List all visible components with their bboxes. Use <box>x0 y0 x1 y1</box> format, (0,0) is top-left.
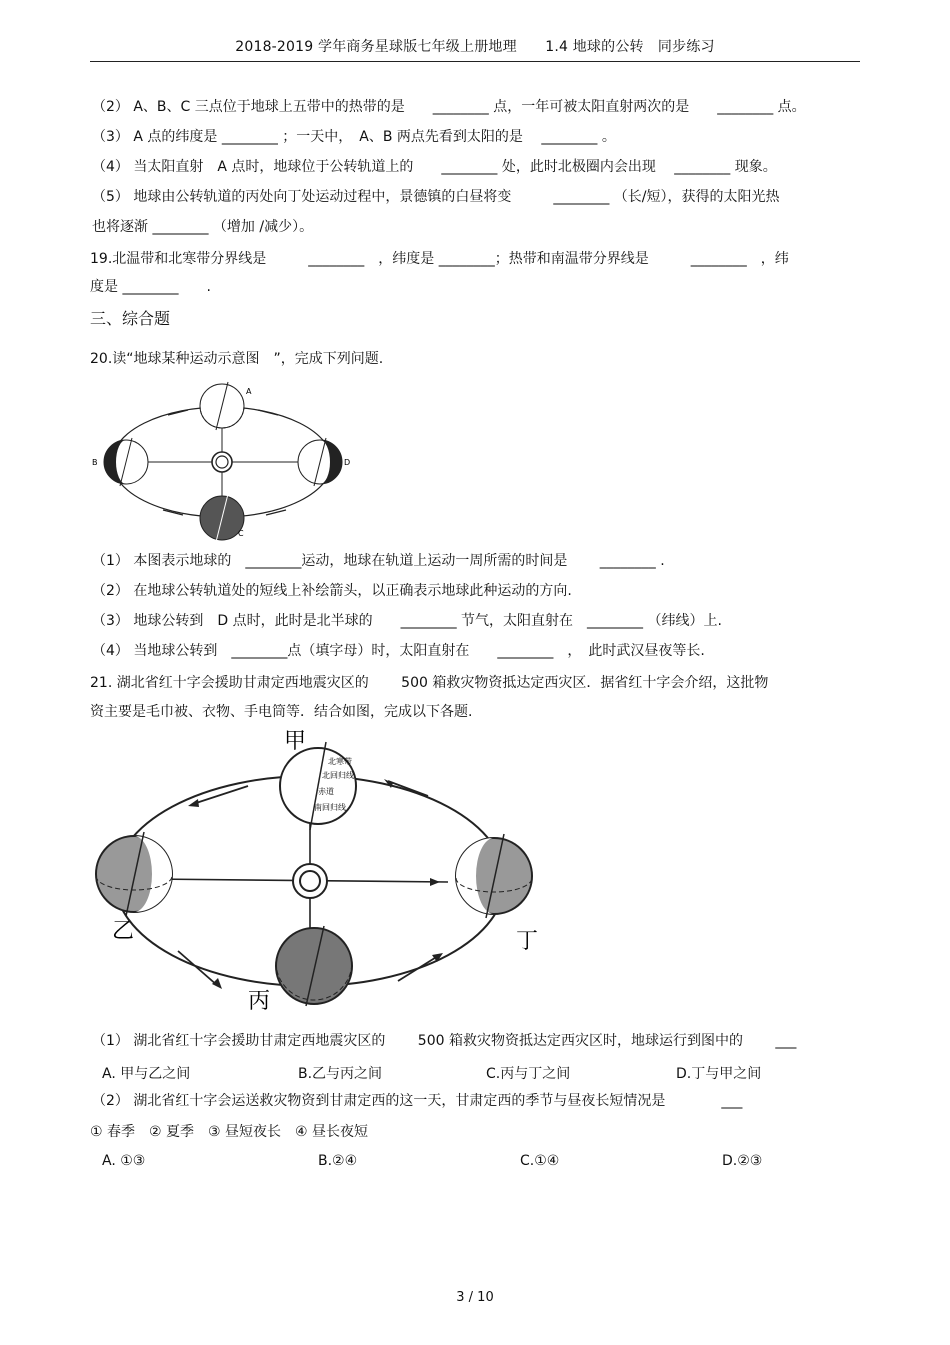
label-A: A <box>246 387 252 396</box>
page-number: 3 / 10 <box>456 1290 494 1305</box>
label-bing: 丙 <box>248 989 271 1014</box>
section-title: 三、综合题 <box>90 309 171 328</box>
globe-label-4: 南回归线 <box>314 803 346 812</box>
q18-5: （5） 地球由公转轨道的丙处向丁处运动过程中，景德镇的白昼将变 ________ （长/短），获得的太阳光热 <box>92 189 780 205</box>
q20: 20.读“地球某种运动示意图 ”，完成下列问题. <box>90 351 384 367</box>
q19-cont: 度是 ________ . <box>90 279 211 295</box>
q21-2: （2） 湖北省红十字会运送救灾物资到甘肃定西的这一天，甘肃定西的季节与昼夜长短情况是 ___ <box>92 1093 743 1109</box>
globe-label-1: 北寒带 <box>328 757 352 766</box>
q18-2: （2） A、B、C 三点位于地球上五带中的热带的是 ________ 点，一年可被太阳直射两次的是 ________ 点。 <box>92 99 806 115</box>
label-B: B <box>92 458 98 467</box>
label-C: C <box>238 529 244 538</box>
q21-1-option-a: A. 甲与乙之间 <box>102 1066 191 1082</box>
q20-1: （1） 本图表示地球的 ________运动，地球在轨道上运动一周所需的时间是 ________ . <box>92 553 665 569</box>
label-jia: 甲 <box>284 729 307 754</box>
orbit-diagram-2 <box>88 726 548 1016</box>
q18-3: （3） A 点的纬度是 ________ ；一天中， A、B 两点先看到太阳的是 ________ 。 <box>92 129 616 145</box>
q21-cont: 资主要是毛巾被、衣物、手电筒等．结合如图，完成以下各题. <box>90 704 473 720</box>
q21-2-option-b: B.②④ <box>318 1153 358 1169</box>
globe-label-2: 北回归线 <box>322 771 354 780</box>
label-ding: 丁 <box>516 929 539 954</box>
q21-2-option-a: A. ①③ <box>102 1153 146 1169</box>
label-D: D <box>344 458 351 467</box>
q21: 21. 湖北省红十字会援助甘肃定西地震灾区的 500 箱救灾物资抵达定西灾区．据省红十字会介绍，这批物 <box>90 675 769 691</box>
q18-4: （4） 当太阳直射 A 点时，地球位于公转轨道上的 ________ 处，此时北极圈内会出现 ________ 现象。 <box>92 159 777 175</box>
q21-1-option-c: C.丙与丁之间 <box>486 1066 571 1082</box>
header-rule <box>90 61 860 62</box>
q21-1-option-d: D.丁与甲之间 <box>676 1066 762 1082</box>
q21-2-option-c: C.①④ <box>520 1153 560 1169</box>
page-header: 2018-2019 学年商务星球版七年级上册地理 1.4 地球的公转 同步练习 <box>235 39 715 55</box>
q20-2: （2） 在地球公转轨道处的短线上补绘箭头，以正确表示地球此种运动的方向. <box>92 583 572 599</box>
q21-1: （1） 湖北省红十字会援助甘肃定西地震灾区的 500 箱救灾物资抵达定西灾区时，地球运行到图中的 ___ <box>92 1033 797 1049</box>
orbit-diagram-1 <box>88 372 368 542</box>
q18-5-cont: 也将逐渐 ________ （增加 /减少）。 <box>92 219 314 235</box>
label-yi: 乙 <box>112 919 135 944</box>
q21-1-option-b: B.乙与丙之间 <box>298 1066 383 1082</box>
q21-2-choices: ① 春季 ② 夏季 ③ 昼短夜长 ④ 昼长夜短 <box>90 1124 369 1140</box>
globe-label-3: 赤道 <box>318 787 334 796</box>
q20-3: （3） 地球公转到 D 点时，此时是北半球的 ________ 节气，太阳直射在 ________ （纬线）上. <box>92 613 722 629</box>
q19: 19.北温带和北寒带分界线是 ________ ，纬度是 ________；热带和南温带分界线是 ________ ，纬 <box>90 251 789 267</box>
q20-4: （4） 当地球公转到 ________点（填字母）时，太阳直射在 ________ ， 此时武汉昼夜等长. <box>92 643 705 659</box>
q21-2-option-d: D.②③ <box>722 1153 763 1169</box>
